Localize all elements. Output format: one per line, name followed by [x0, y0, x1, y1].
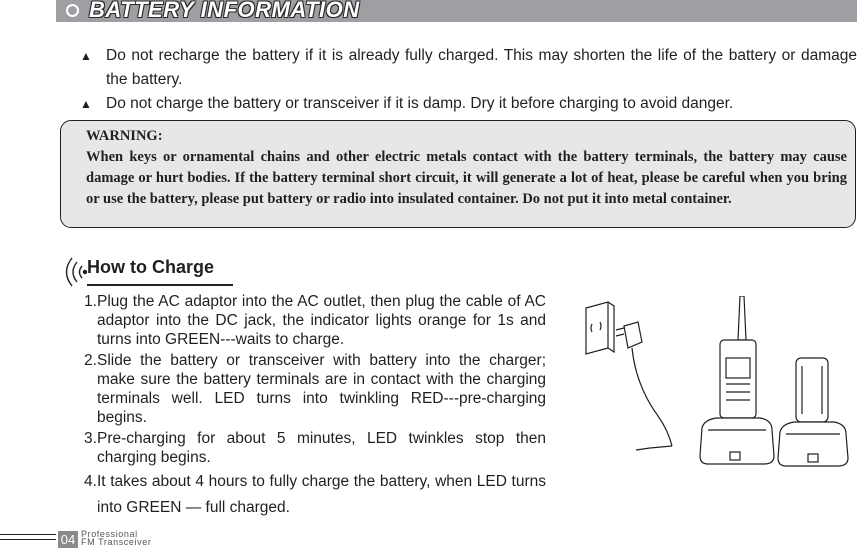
warning-text: When keys or ornamental chains and other electric metals contact with the battery terminals, the battery may cause damage or hurt bodies. If the battery terminal short circuit, it will generate a lot of heat, please be careful when you bring or use the battery, please put battery or radio into insulated container. Do not put it into metal container. [86, 149, 847, 207]
charger-illustration [580, 296, 855, 471]
step-text: It takes about 4 hours to fully charge the battery, when LED turns into GREEN — full charged. [97, 473, 546, 516]
step-number: 3. [84, 430, 97, 447]
warning-box [60, 120, 856, 228]
precaution-item [80, 44, 857, 92]
precaution-item [80, 92, 857, 116]
section-heading: BATTERY INFORMATION [89, 0, 360, 22]
precaution-text: Do not recharge the battery if it is already fully charged. This may shorten the life of the battery or damage the battery. [106, 47, 857, 88]
footer-line-product: FM Transceiver [81, 537, 152, 547]
footer-line-professional: Professional [81, 529, 138, 539]
triangle-bullet-icon: ▲ [80, 97, 92, 111]
title-underline [87, 284, 233, 286]
step-text: Pre-charging for about 5 minutes, LED twinkles stop then charging begins. [97, 430, 546, 466]
precaution-list [80, 44, 857, 116]
step-number: 4. [84, 473, 97, 490]
triangle-bullet-icon: ▲ [80, 49, 92, 63]
step-item [84, 429, 546, 467]
section-title: How to Charge [87, 257, 215, 277]
step-text: Slide the battery or transceiver with battery into the charger; make sure the battery terminals are in contact with the charging terminals well. LED turns into twinkling RED---pre-charging begins. [97, 352, 546, 426]
signal-wave-icon [60, 256, 88, 288]
step-item [84, 292, 546, 349]
footer-caption [81, 530, 151, 546]
step-item [84, 351, 546, 427]
header-bullet-icon [66, 4, 79, 17]
how-to-charge-heading [60, 256, 234, 288]
step-number: 2. [84, 352, 97, 369]
step-item [84, 469, 546, 521]
footer-rule [0, 534, 56, 535]
charge-steps [84, 292, 546, 523]
warning-title: WARNING: [86, 128, 163, 144]
step-text: Plug the AC adaptor into the AC outlet, then plug the cable of AC adaptor into the DC jack, the indicator lights orange for 1s and turns into GREEN---waits to charge. [97, 293, 546, 348]
page-number: 04 [58, 531, 78, 548]
precaution-text: Do not charge the battery or transceiver if it is damp. Dry it before charging to avoid danger. [106, 95, 734, 112]
footer-rule [0, 539, 56, 540]
step-number: 1. [84, 293, 97, 310]
